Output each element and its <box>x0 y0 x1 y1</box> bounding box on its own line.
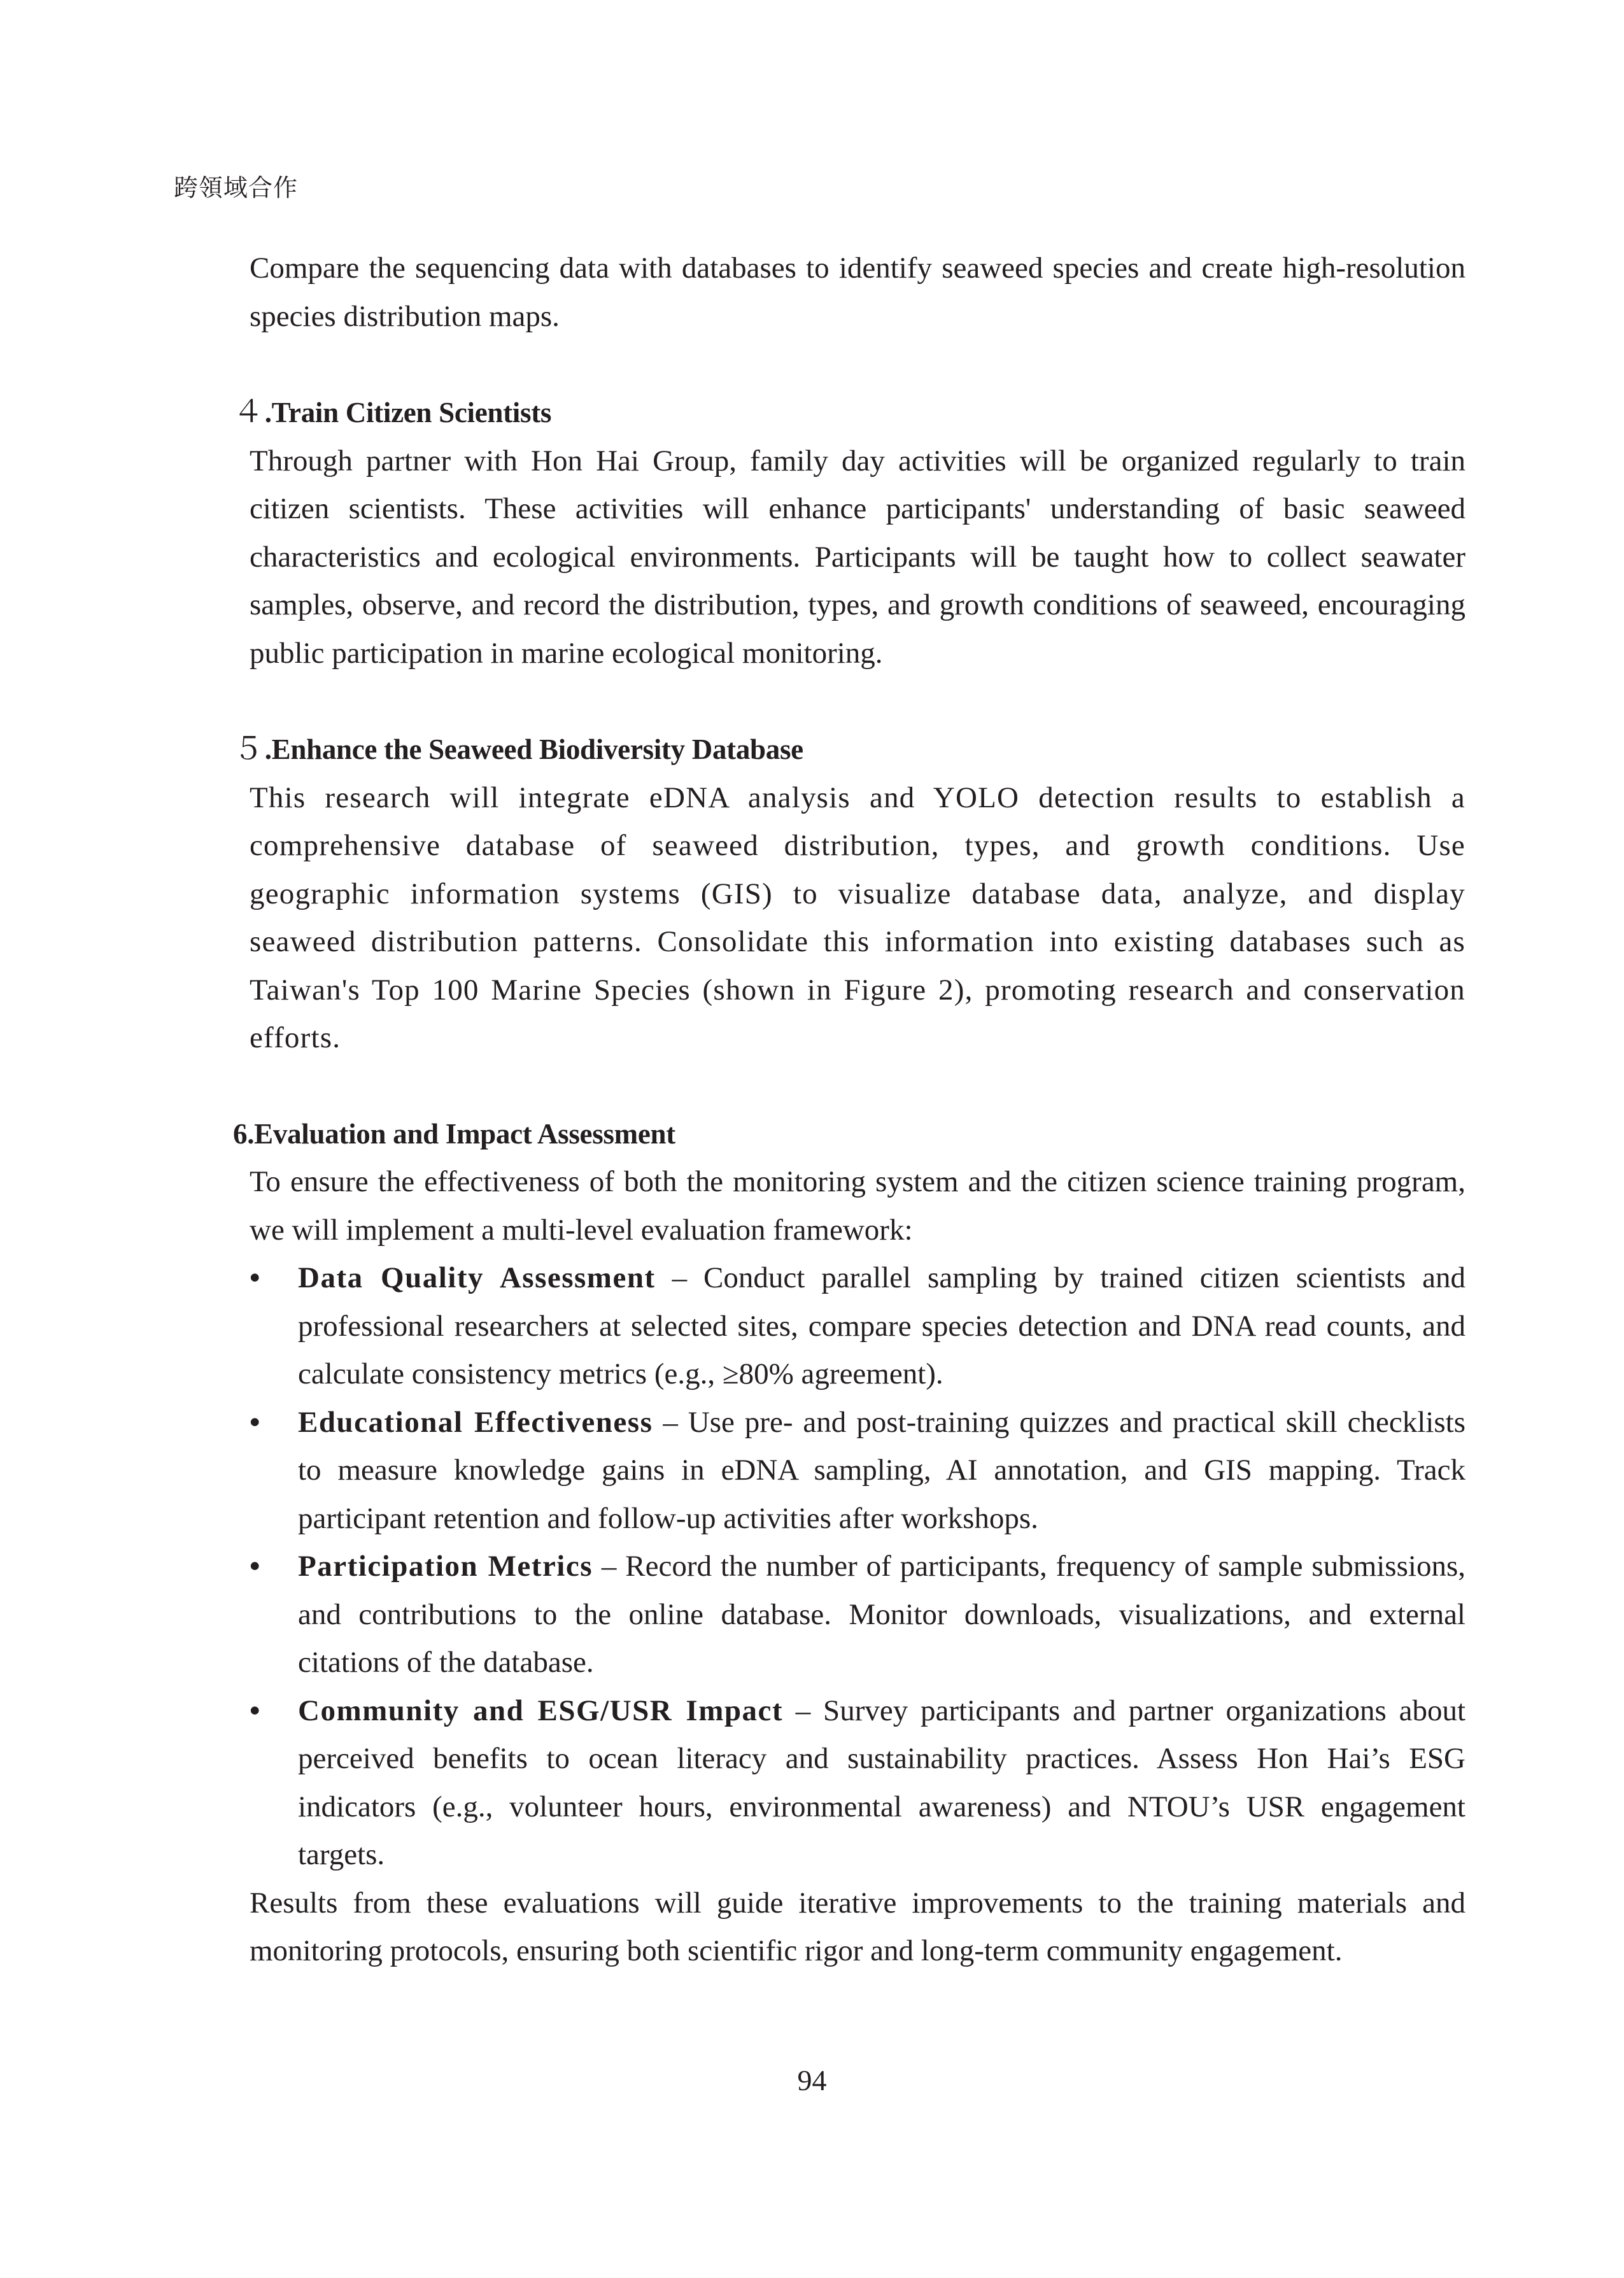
section-heading-evaluation <box>233 1110 1465 1159</box>
page-number: 94 <box>797 2064 827 2097</box>
bullet-text: – Survey participants and partner organizations about perceived benefits to ocean literacy and sustainability practices. Assess Hon Hai’s ESG indicators (e.g., volunteer hours, environmental awareness) and NTOU’s USR engagement targets. <box>298 1694 1465 1871</box>
section-heading-train-citizen-scientists <box>233 388 1465 437</box>
bullet-item-community-impact <box>250 1687 1465 1879</box>
section-title: .Enhance the Seaweed Biodiversity Database <box>264 733 803 765</box>
section-body-evaluation: To ensure the effectiveness of both the monitoring system and the citizen science training program, we will implement a multi-level evaluation framework: <box>250 1165 1465 1247</box>
closing-paragraph: Results from these evaluations will guide iterative improvements to the training materials and monitoring protocols, ensuring both scientific rigor and long-term community engagement. <box>250 1886 1465 1967</box>
bullet-icon: • <box>250 1261 260 1294</box>
section-body-enhance-database: This research will integrate eDNA analysis and YOLO detection results to establish a comprehensive database of seaweed distribution, types, and growth conditions. Use geographic information systems (GIS) to visualize database data, analyze, and display seaweed distribution patterns. Consolidate this information into existing databases such as Taiwan's Top 100 Marine Species (shown in Figure 2), promoting research and conservation efforts. <box>250 781 1465 1054</box>
section-title: .Train Citizen Scientists <box>264 397 552 428</box>
section-heading-enhance-database <box>233 725 1465 774</box>
bullet-label: Community and ESG/USR Impact <box>298 1694 784 1727</box>
section-body-train-citizen-scientists: Through partner with Hon Hai Group, family day activities will be organized regularly to train citizen scientists. These activities will enhance participants' understanding of basic seaweed characteristics and ecological environments. Participants will be taught how to collect seawater samples, observe, and record the distribution, types, and growth conditions of seaweed, encouraging public participation in marine ecological monitoring. <box>250 444 1465 670</box>
intro-paragraph: Compare the sequencing data with databases to identify seaweed species and create high-resolution species distribution maps. <box>250 251 1465 333</box>
bullet-item-data-quality <box>250 1254 1465 1399</box>
spacer <box>250 341 1465 388</box>
section-number: ４ <box>233 395 264 429</box>
bullet-icon: • <box>250 1405 260 1439</box>
section-number: ５ <box>233 732 264 766</box>
bullet-label: Educational Effectiveness <box>298 1405 653 1439</box>
bullet-item-educational-effectiveness <box>250 1399 1465 1543</box>
bullet-text: – Conduct parallel sampling by trained citizen scientists and professional researchers at selected sites, compare species detection and DNA read counts, and calculate consistency metrics (e.g., ≥80% agreement). <box>298 1261 1466 1390</box>
spacer <box>250 1063 1465 1110</box>
page-content <box>233 244 1466 1976</box>
bullet-icon: • <box>250 1694 260 1727</box>
spacer <box>250 677 1465 725</box>
evaluation-bullet-list <box>250 1254 1465 1879</box>
section-title: .Evaluation and Impact Assessment <box>247 1117 675 1150</box>
section-number: 6 <box>233 1117 248 1150</box>
bullet-icon: • <box>250 1550 260 1583</box>
bullet-text: – Use pre- and post-training quizzes and practical skill checklists to measure knowledge gains in eDNA sampling, AI annotation, and GIS mapping. Track participant retention and follow-up activities after workshops. <box>298 1405 1466 1535</box>
bullet-label: Data Quality Assessment <box>298 1261 656 1294</box>
running-header: 跨領域合作 <box>174 174 299 202</box>
bullet-text: – Record the number of participants, frequency of sample submissions, and contributions to the online database. Monitor downloads, visualizations, and external citations of the database. <box>298 1550 1465 1679</box>
bullet-label: Participation Metrics <box>298 1550 593 1583</box>
bullet-item-participation-metrics <box>250 1543 1465 1687</box>
